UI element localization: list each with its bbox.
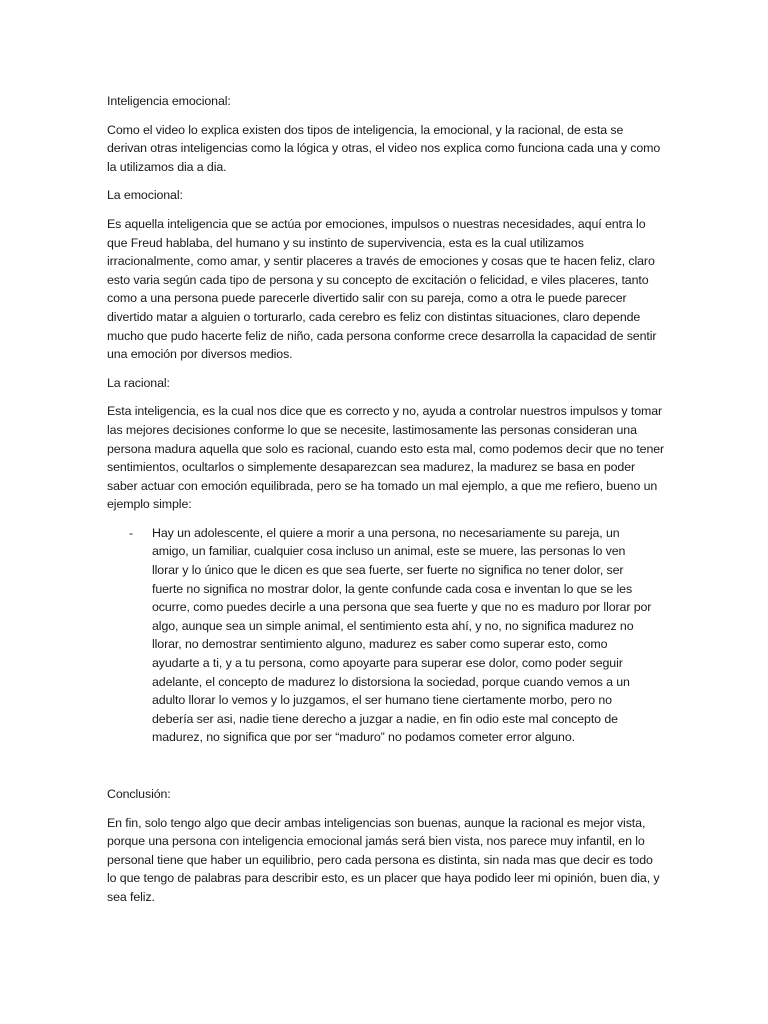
conclusion-heading: Conclusión:: [107, 787, 171, 801]
bullet-dash: -: [129, 525, 134, 540]
emocional-paragraph: Es aquella inteligencia que se actúa por emociones, impulsos o nuestras necesidades, aquí entra lo que Freud hablaba, del humano y su instinto de supervivencia, esta es la cual utilizamos irracionalmente, como amar, y sentir placeres a través de emociones y cosas que te hacen feliz, claro esto varia según cada tipo de persona y su concepto de excitación o felicidad, e viles placeres, tanto como a una persona puede parecerle divertido salir con su pareja, como a otra le puede parecer divertido matar a alguien o torturarlo, cada cerebro es feliz con distintas situaciones, claro depende mucho que pudo hacerte feliz de niño, cada persona conforme crece desarrolla la capacidad de sentir una emoción por diversos medios.: [107, 216, 657, 362]
example-bullet: [107, 524, 665, 747]
conclusion-paragraph: En fin, solo tengo algo que decir ambas inteligencias son buenas, aunque la racional es mejor vista, porque una persona con inteligencia emocional jamás será bien vista, nos parece muy infantil, en lo personal tiene que haber un equilibrio, pero cada persona es distinta, sin nada mas que decir es todo lo que tengo de palabras para describir esto, es un placer que haya podido leer mi opinión, buen dia, y sea feliz.: [107, 815, 660, 904]
document-title: Inteligencia emocional:: [107, 94, 231, 108]
document-content: [107, 92, 665, 917]
bullet-text: Hay un adolescente, el quiere a morir a una persona, no necesariamente su pareja, un amigo, un familiar, cualquier cosa incluso un animal, este se muere, las personas lo ven llorar y lo único que le dicen es que sea fuerte, ser fuerte no significa no tener dolor, ser fuerte no significa no mostrar dolor, la gente confunde cada cosa e inventan lo que se les ocurre, como puedes decirle a una persona que sea fuerte y que no es maduro por llorar por algo, aunque sea un simple animal, el sentimiento esta ahí, y no, no significa madurez no llorar, no demostrar sentimiento alguno, madurez es saber como superar esto, como ayudarte a ti, y a tu persona, como apoyarte para superar ese dolor, como poder seguir adelante, el concepto de madurez lo distorsiona la sociedad, porque cuando vemos a un adulto llorar lo vemos y lo juzgamos, el ser humano tiene ciertamente morbo, pero no debería ser asi, nadie tiene derecho a juzgar a nadie, en fin odio este mal concepto de madurez, no significa que por ser “maduro” no podamos cometer error alguno.: [152, 525, 652, 745]
racional-paragraph: Esta inteligencia, es la cual nos dice que es correcto y no, ayuda a controlar nuestros impulsos y tomar las mejores decisiones conforme lo que se necesite, lastimosamente las personas consideran una persona madura aquella que solo es racional, cuando esto esta mal, como podemos decir que no tener sentimientos, ocultarlos o simplemente desaparezcan sea madurez, la madurez se basa en poder saber actuar con emoción equilibrada, pero se ha tomado un mal ejemplo, a que me refiero, bueno un ejemplo simple:: [107, 404, 665, 512]
intro-paragraph: Como el video lo explica existen dos tipos de inteligencia, la emocional, y la racional, de esta se derivan otras inteligencias como la lógica y otras, el video nos explica como funciona cada una y como la utilizamos dia a dia.: [107, 122, 661, 174]
spacer: [107, 757, 665, 785]
emocional-heading: La emocional:: [107, 188, 183, 203]
racional-heading: La racional:: [107, 375, 170, 390]
